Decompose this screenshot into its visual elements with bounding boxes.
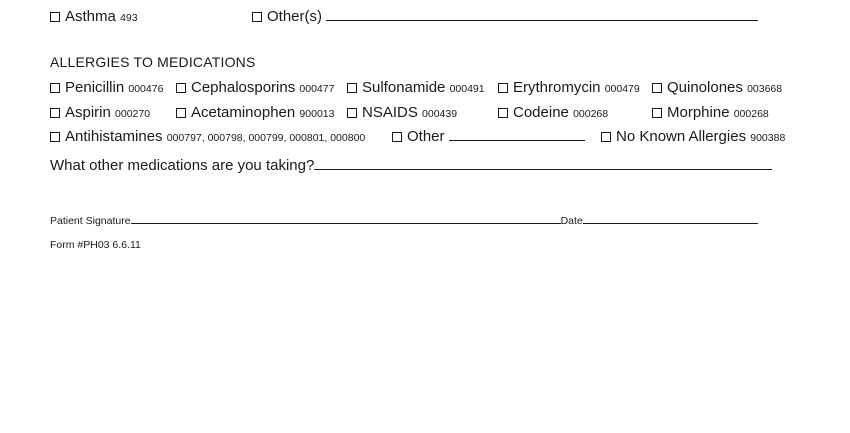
allergies-heading: ALLERGIES TO MEDICATIONS [50,54,256,70]
penicillin-label: Penicillin [65,79,125,96]
checkbox-icon[interactable] [392,132,402,142]
checkbox-icon[interactable] [50,108,60,118]
checkbox-nsaids[interactable] [347,104,457,121]
codeine-code: 000268 [573,108,609,120]
date-label: Date [560,215,583,227]
quinolones-label: Quinolones [667,79,743,96]
checkbox-icon[interactable] [498,83,508,93]
other-allergy-label: Other [407,128,445,145]
checkbox-antihistamines[interactable] [50,128,365,145]
no-known-allergies-code: 900388 [750,132,786,144]
checkbox-cephalosporins[interactable] [176,79,334,96]
antihistamines-label: Antihistamines [65,128,163,145]
checkbox-quinolones[interactable] [652,79,782,96]
signature-row [50,213,758,227]
checkbox-icon[interactable] [252,12,262,22]
checkbox-aspirin[interactable] [50,104,150,121]
checkbox-other-allergy[interactable] [392,128,585,145]
checkbox-erythromycin[interactable] [498,79,640,96]
checkbox-icon[interactable] [652,83,662,93]
cephalosporins-code: 000477 [299,83,335,95]
checkbox-icon[interactable] [347,83,357,93]
acetaminophen-label: Acetaminophen [191,104,296,121]
signature-label: Patient Signature [50,215,131,227]
checkbox-others[interactable] [252,8,758,25]
asthma-code: 493 [120,12,138,24]
cephalosporins-label: Cephalosporins [191,79,296,96]
checkbox-icon[interactable] [652,108,662,118]
medications-question [50,157,772,174]
checkbox-icon[interactable] [498,108,508,118]
penicillin-code: 000476 [128,83,164,95]
codeine-label: Codeine [513,104,569,121]
medications-line[interactable] [314,157,772,170]
asthma-label: Asthma [65,8,116,25]
erythromycin-label: Erythromycin [513,79,601,96]
checkbox-sulfonamide[interactable] [347,79,485,96]
nsaids-code: 000439 [422,108,458,120]
checkbox-icon[interactable] [601,132,611,142]
sulfonamide-label: Sulfonamide [362,79,446,96]
checkbox-asthma[interactable] [50,8,138,25]
checkbox-acetaminophen[interactable] [176,104,334,121]
acetaminophen-code: 900013 [299,108,335,120]
signature-line[interactable] [131,213,561,224]
checkbox-icon[interactable] [176,108,186,118]
checkbox-penicillin[interactable] [50,79,163,96]
checkbox-icon[interactable] [347,108,357,118]
aspirin-label: Aspirin [65,104,111,121]
date-line[interactable] [583,213,758,224]
nsaids-label: NSAIDS [362,104,418,121]
checkbox-icon[interactable] [50,83,60,93]
erythromycin-code: 000479 [604,83,640,95]
others-line[interactable] [326,8,758,21]
no-known-allergies-label: No Known Allergies [616,128,747,145]
checkbox-codeine[interactable] [498,104,608,121]
checkbox-icon[interactable] [50,12,60,22]
morphine-label: Morphine [667,104,730,121]
checkbox-icon[interactable] [176,83,186,93]
checkbox-no-known-allergies[interactable] [601,128,785,145]
sulfonamide-code: 000491 [449,83,485,95]
aspirin-code: 000270 [115,108,151,120]
quinolones-code: 003668 [747,83,783,95]
others-label: Other(s) [267,8,323,25]
other-allergy-line[interactable] [449,128,585,141]
antihistamines-code: 000797, 000798, 000799, 000801, 000800 [166,132,366,144]
morphine-code: 000268 [733,108,769,120]
form-id: Form #PH03 6.6.11 [50,239,141,251]
checkbox-morphine[interactable] [652,104,769,121]
checkbox-icon[interactable] [50,132,60,142]
medications-question-label: What other medications are you taking? [50,157,315,174]
